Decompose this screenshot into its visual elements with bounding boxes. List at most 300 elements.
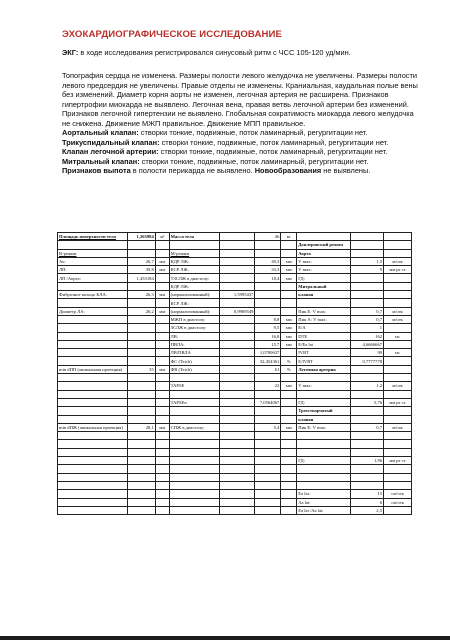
table-cell: 15,7 bbox=[255, 340, 281, 348]
table-cell bbox=[255, 299, 281, 307]
table-row bbox=[58, 332, 412, 340]
table-cell bbox=[58, 473, 128, 481]
table-cell: 1,5995437 bbox=[219, 291, 255, 299]
table-cell bbox=[155, 282, 169, 290]
table-cell bbox=[219, 340, 255, 348]
table-cell bbox=[155, 315, 169, 323]
ekg-label: ЭКГ: bbox=[62, 48, 79, 57]
table-cell: КСР ЛЖ: bbox=[169, 266, 219, 274]
table-cell: ГД: bbox=[297, 398, 351, 406]
table-cell bbox=[58, 315, 128, 323]
table-cell: 15 bbox=[351, 490, 384, 498]
table-row bbox=[58, 440, 412, 448]
table-cell: 26,7 bbox=[127, 257, 155, 265]
table-cell bbox=[297, 448, 351, 456]
table-cell: мм bbox=[281, 332, 297, 340]
table-cell bbox=[155, 241, 169, 249]
table-cell: мм bbox=[155, 257, 169, 265]
table-cell: Ао: bbox=[58, 257, 128, 265]
table-cell: Е/А bbox=[297, 324, 351, 332]
table-row bbox=[58, 357, 412, 365]
effusion-text: в полости перикарда не выявлено. bbox=[130, 166, 255, 175]
table-cell bbox=[58, 457, 128, 465]
table-cell bbox=[58, 465, 128, 473]
table-cell bbox=[127, 324, 155, 332]
table-cell bbox=[297, 432, 351, 440]
table-cell: 46 bbox=[255, 233, 281, 241]
table-cell bbox=[255, 440, 281, 448]
table-cell: м/сек bbox=[384, 315, 412, 323]
table-cell bbox=[219, 490, 255, 498]
table-cell bbox=[169, 241, 219, 249]
table-cell: min dПЖ (апикальная проекция) bbox=[58, 423, 128, 431]
table-cell bbox=[127, 357, 155, 365]
table-cell bbox=[219, 415, 255, 423]
table-cell: 49,3 bbox=[255, 257, 281, 265]
table-cell: ГД: bbox=[297, 457, 351, 465]
valve-aortic-text: створки тонкие, подвижные, поток ламинарный, регургитации нет. bbox=[138, 128, 368, 137]
table-cell bbox=[127, 448, 155, 456]
measurements-table bbox=[57, 232, 412, 515]
table-cell bbox=[219, 473, 255, 481]
table-cell bbox=[384, 324, 412, 332]
table-cell: 4,6666667 bbox=[351, 340, 384, 348]
table-cell: Пик Е: V max: bbox=[297, 423, 351, 431]
table-cell bbox=[281, 415, 297, 423]
table-cell bbox=[384, 241, 412, 249]
table-cell bbox=[219, 315, 255, 323]
table-cell: ЗСЛЖ в диастолу: bbox=[169, 324, 219, 332]
table-row bbox=[58, 349, 412, 357]
table-cell bbox=[127, 432, 155, 440]
table-row bbox=[58, 490, 412, 498]
table-cell bbox=[169, 432, 219, 440]
table-cell: М-режим bbox=[169, 249, 219, 257]
table-cell: 0,9969549 bbox=[219, 307, 255, 315]
table-cell bbox=[127, 390, 155, 398]
table-cell bbox=[155, 432, 169, 440]
table-cell bbox=[155, 324, 169, 332]
table-cell bbox=[155, 457, 169, 465]
table-cell bbox=[169, 415, 219, 423]
table-cell bbox=[155, 490, 169, 498]
table-cell bbox=[384, 473, 412, 481]
table-cell: Е/Еа lat bbox=[297, 340, 351, 348]
table-cell: 0,7777778 bbox=[351, 357, 384, 365]
table-cell bbox=[351, 291, 384, 299]
table-cell bbox=[384, 299, 412, 307]
table-cell bbox=[127, 490, 155, 498]
table-cell bbox=[219, 241, 255, 249]
table-cell bbox=[255, 374, 281, 382]
findings-text bbox=[62, 71, 422, 176]
table-cell: 39,8 bbox=[127, 266, 155, 274]
table-cell: 2,5 bbox=[351, 506, 384, 514]
table-cell bbox=[155, 390, 169, 398]
table-cell bbox=[384, 506, 412, 514]
table-cell bbox=[219, 365, 255, 373]
table-cell: мм bbox=[281, 324, 297, 332]
table-cell bbox=[281, 407, 297, 415]
table-cell bbox=[351, 407, 384, 415]
ekg-line bbox=[62, 48, 422, 57]
table-cell bbox=[169, 457, 219, 465]
table-cell bbox=[384, 365, 412, 373]
table-cell: мм bbox=[155, 291, 169, 299]
table-cell bbox=[155, 299, 169, 307]
table-row bbox=[58, 299, 412, 307]
table-cell: V max: bbox=[297, 257, 351, 265]
table-cell: мм рт ст bbox=[384, 266, 412, 274]
table-row bbox=[58, 307, 412, 315]
table-cell: ТЗСЛЖ в диастолу: bbox=[169, 274, 219, 282]
table-row bbox=[58, 390, 412, 398]
table-cell bbox=[281, 457, 297, 465]
table-cell bbox=[219, 299, 255, 307]
table-cell bbox=[219, 407, 255, 415]
table-cell: (нормализованный): bbox=[169, 291, 219, 299]
table-cell bbox=[58, 241, 128, 249]
table-cell bbox=[155, 498, 169, 506]
table-cell bbox=[351, 415, 384, 423]
table-cell bbox=[255, 481, 281, 489]
table-cell bbox=[281, 349, 297, 357]
table-cell bbox=[58, 506, 128, 514]
table-cell bbox=[219, 249, 255, 257]
effusion-label: Признаков выпота bbox=[62, 166, 131, 175]
table-cell: клапан bbox=[297, 291, 351, 299]
table-cell: 5,4 bbox=[255, 423, 281, 431]
table-row bbox=[58, 432, 412, 440]
table-row bbox=[58, 415, 412, 423]
table-cell bbox=[127, 465, 155, 473]
table-cell bbox=[155, 398, 169, 406]
table-cell: мм рт ст bbox=[384, 398, 412, 406]
table-row bbox=[58, 233, 412, 241]
table-cell: Легочная артерия bbox=[297, 365, 351, 373]
table-cell bbox=[169, 473, 219, 481]
table-cell: Пик Е: V max: bbox=[297, 307, 351, 315]
table-cell: мм bbox=[281, 315, 297, 323]
table-cell bbox=[219, 349, 255, 357]
table-cell bbox=[127, 382, 155, 390]
table-cell bbox=[58, 340, 128, 348]
table-cell bbox=[219, 506, 255, 514]
table-row bbox=[58, 365, 412, 373]
table-row bbox=[58, 481, 412, 489]
table-cell bbox=[384, 249, 412, 257]
table-cell bbox=[281, 282, 297, 290]
table-row bbox=[58, 498, 412, 506]
table-cell: Митральный bbox=[297, 282, 351, 290]
table-cell bbox=[384, 291, 412, 299]
table-row bbox=[58, 340, 412, 348]
table-cell bbox=[58, 407, 128, 415]
table-cell: 22 bbox=[255, 382, 281, 390]
valve-pulmonary bbox=[62, 147, 422, 157]
table-cell: В-режим bbox=[58, 249, 128, 257]
table-cell: см/сек bbox=[384, 490, 412, 498]
table-cell: Е/IVRT bbox=[297, 357, 351, 365]
table-cell bbox=[219, 465, 255, 473]
table-cell bbox=[58, 282, 128, 290]
table-cell: 1,263984 bbox=[127, 233, 155, 241]
table-cell bbox=[58, 490, 128, 498]
table-cell: Доплеровский режим bbox=[297, 241, 351, 249]
table-cell: мм bbox=[281, 340, 297, 348]
table-cell bbox=[281, 473, 297, 481]
table-row bbox=[58, 257, 412, 265]
table-cell bbox=[58, 440, 128, 448]
table-cell bbox=[219, 390, 255, 398]
table-cell bbox=[297, 390, 351, 398]
table-cell: DTE bbox=[297, 332, 351, 340]
table-cell: мм bbox=[155, 266, 169, 274]
table-cell: мм bbox=[155, 307, 169, 315]
table-cell bbox=[58, 382, 128, 390]
table-cell: ГД: bbox=[297, 274, 351, 282]
table-cell bbox=[384, 282, 412, 290]
table-cell bbox=[127, 481, 155, 489]
table-cell bbox=[384, 390, 412, 398]
effusion-line bbox=[62, 166, 422, 176]
table-cell bbox=[351, 440, 384, 448]
findings-paragraph: Топография сердца не изменена. Размеры полости левого желудочка не увеличены. Размеры полости левого предсердия не увеличены. Правые отделы не изменены. Краниальная, каудальная полые вены без изменений. Диаметр корня аорты не изменен, легочная артерия не расширена. Признаков гипертрофии миокарда не выявлено. Легочная вена, правая ветвь легочной артерии без изменений. Признаков легочной гипертензии не выявлено. Глобальная сократимость миокарда левого желудочка не снижена. Движение МЖП правильное. Движение МПП правильное. bbox=[62, 71, 418, 128]
table-cell: мм bbox=[281, 382, 297, 390]
table-cell bbox=[255, 415, 281, 423]
table-cell bbox=[351, 481, 384, 489]
table-cell bbox=[127, 407, 155, 415]
table-cell bbox=[219, 423, 255, 431]
table-row bbox=[58, 465, 412, 473]
table-cell bbox=[169, 481, 219, 489]
valve-mitral-label: Митральный клапан: bbox=[62, 156, 140, 166]
table-cell: 1 bbox=[351, 324, 384, 332]
table-cell bbox=[58, 415, 128, 423]
table-cell: ЛП: bbox=[58, 266, 128, 274]
table-cell: % bbox=[281, 365, 297, 373]
table-cell: КДР ЛЖ: bbox=[169, 282, 219, 290]
table-cell bbox=[297, 233, 351, 241]
table-cell bbox=[169, 390, 219, 398]
table-row bbox=[58, 506, 412, 514]
table-cell bbox=[351, 432, 384, 440]
table-cell bbox=[127, 457, 155, 465]
table-cell bbox=[255, 407, 281, 415]
table-cell bbox=[58, 448, 128, 456]
table-cell bbox=[127, 249, 155, 257]
table-cell: 1,2 bbox=[351, 382, 384, 390]
table-cell bbox=[281, 390, 297, 398]
table-cell bbox=[127, 332, 155, 340]
table-cell: ФС (Teich) bbox=[169, 357, 219, 365]
table-cell bbox=[281, 448, 297, 456]
table-cell bbox=[384, 481, 412, 489]
table-cell: Аорта bbox=[297, 249, 351, 257]
table-cell bbox=[384, 448, 412, 456]
table-cell bbox=[155, 374, 169, 382]
table-row bbox=[58, 266, 412, 274]
table-cell bbox=[219, 432, 255, 440]
table-cell bbox=[255, 241, 281, 249]
table-cell bbox=[127, 241, 155, 249]
table-row bbox=[58, 374, 412, 382]
table-cell: 0,7 bbox=[351, 307, 384, 315]
table-cell bbox=[155, 357, 169, 365]
table-cell: 35 bbox=[127, 365, 155, 373]
table-cell bbox=[127, 282, 155, 290]
table-cell: TAPSE bbox=[169, 382, 219, 390]
table-cell: 33,3 bbox=[255, 266, 281, 274]
table-cell bbox=[281, 374, 297, 382]
table-cell: 1,0700637 bbox=[255, 349, 281, 357]
table-cell bbox=[127, 315, 155, 323]
table-cell: мм bbox=[281, 257, 297, 265]
table-cell bbox=[219, 324, 255, 332]
table-cell bbox=[127, 440, 155, 448]
table-cell bbox=[255, 498, 281, 506]
table-cell: Трехстворчатый bbox=[297, 407, 351, 415]
table-cell bbox=[58, 398, 128, 406]
table-cell bbox=[219, 448, 255, 456]
table-cell bbox=[58, 357, 128, 365]
page-bottom-edge bbox=[0, 636, 450, 640]
table-cell: V max: bbox=[297, 266, 351, 274]
valve-mitral-text: створки тонкие, подвижные, поток ламинарный, регургитации нет. bbox=[139, 156, 369, 166]
table-cell bbox=[127, 473, 155, 481]
table-cell bbox=[384, 465, 412, 473]
table-cell: мм bbox=[155, 423, 169, 431]
table-cell bbox=[155, 448, 169, 456]
table-cell bbox=[155, 465, 169, 473]
table-cell bbox=[169, 498, 219, 506]
table-cell bbox=[351, 241, 384, 249]
table-cell bbox=[351, 374, 384, 382]
valve-mitral bbox=[62, 157, 422, 167]
table-cell bbox=[281, 498, 297, 506]
table-cell: IVRT bbox=[297, 349, 351, 357]
table-cell bbox=[127, 498, 155, 506]
table-cell bbox=[384, 374, 412, 382]
valve-aortic bbox=[62, 128, 422, 138]
table-row bbox=[58, 423, 412, 431]
table-cell bbox=[219, 274, 255, 282]
table-cell bbox=[219, 398, 255, 406]
table-cell: 162 bbox=[351, 332, 384, 340]
table-cell: КДР ЛЖ: bbox=[169, 257, 219, 265]
table-cell bbox=[219, 382, 255, 390]
table-cell bbox=[351, 365, 384, 373]
table-cell bbox=[255, 307, 281, 315]
table-cell bbox=[297, 465, 351, 473]
table-cell bbox=[384, 440, 412, 448]
table-cell bbox=[169, 440, 219, 448]
table-row bbox=[58, 241, 412, 249]
table-cell bbox=[255, 473, 281, 481]
valve-tricuspid bbox=[62, 138, 422, 148]
table-cell bbox=[219, 282, 255, 290]
table-cell bbox=[127, 349, 155, 357]
table-cell bbox=[351, 233, 384, 241]
table-cell bbox=[127, 398, 155, 406]
table-cell bbox=[281, 432, 297, 440]
table-cell bbox=[58, 498, 128, 506]
table-cell bbox=[351, 465, 384, 473]
table-cell bbox=[255, 432, 281, 440]
table-cell: Площадь поверхности тела bbox=[58, 233, 128, 241]
table-cell: 90 bbox=[351, 349, 384, 357]
table-cell bbox=[219, 440, 255, 448]
table-cell bbox=[281, 299, 297, 307]
table-cell bbox=[255, 249, 281, 257]
table-cell bbox=[155, 415, 169, 423]
valve-pulmonary-label: Клапан легочной артерии: bbox=[62, 147, 159, 156]
table-cell bbox=[219, 266, 255, 274]
table-cell bbox=[255, 457, 281, 465]
table-cell bbox=[155, 274, 169, 282]
table-cell bbox=[58, 324, 128, 332]
table-cell: м² bbox=[155, 233, 169, 241]
table-cell: Еа lat /Аа lat: bbox=[297, 506, 351, 514]
table-cell bbox=[384, 407, 412, 415]
table-cell bbox=[155, 506, 169, 514]
table-cell bbox=[127, 415, 155, 423]
table-cell bbox=[351, 282, 384, 290]
table-cell: 9 bbox=[351, 266, 384, 274]
table-cell bbox=[255, 448, 281, 456]
table-cell: Еа lat: bbox=[297, 490, 351, 498]
table-cell bbox=[155, 481, 169, 489]
valve-pulmonary-text: створки тонкие, подвижные, поток ламинарный, регургитации нет. bbox=[158, 147, 388, 156]
table-cell bbox=[169, 465, 219, 473]
table-cell: V max: bbox=[297, 382, 351, 390]
table-cell bbox=[155, 473, 169, 481]
table-cell bbox=[384, 357, 412, 365]
table-cell bbox=[384, 274, 412, 282]
table-cell bbox=[255, 291, 281, 299]
table-row bbox=[58, 324, 412, 332]
table-cell bbox=[155, 332, 169, 340]
table-cell: % bbox=[281, 357, 297, 365]
table-cell bbox=[127, 374, 155, 382]
table-cell bbox=[169, 490, 219, 498]
table-cell: Масса тела bbox=[169, 233, 219, 241]
table-row bbox=[58, 457, 412, 465]
table-cell: 0,7 bbox=[351, 315, 384, 323]
table-cell bbox=[219, 233, 255, 241]
report-title: ЭХОКАРДИОГРАФИЧЕСКОЕ ИССЛЕДОВАНИЕ bbox=[62, 29, 283, 40]
table-cell bbox=[127, 506, 155, 514]
table-cell: 32,454361 bbox=[255, 357, 281, 365]
table-row bbox=[58, 315, 412, 323]
table-cell bbox=[351, 473, 384, 481]
table-cell: (нормализованный): bbox=[169, 307, 219, 315]
table-cell bbox=[155, 249, 169, 257]
table-row bbox=[58, 407, 412, 415]
table-cell: 5,76 bbox=[351, 398, 384, 406]
table-cell bbox=[255, 390, 281, 398]
table-cell: 61 bbox=[255, 365, 281, 373]
table-cell bbox=[219, 357, 255, 365]
table-row bbox=[58, 473, 412, 481]
table-cell bbox=[155, 382, 169, 390]
table-cell bbox=[155, 340, 169, 348]
table-cell: МЖП в диастолу: bbox=[169, 315, 219, 323]
table-cell: Пик А: V max: bbox=[297, 315, 351, 323]
table-cell: 1,453184 bbox=[127, 274, 155, 282]
table-cell bbox=[351, 299, 384, 307]
table-cell bbox=[127, 340, 155, 348]
